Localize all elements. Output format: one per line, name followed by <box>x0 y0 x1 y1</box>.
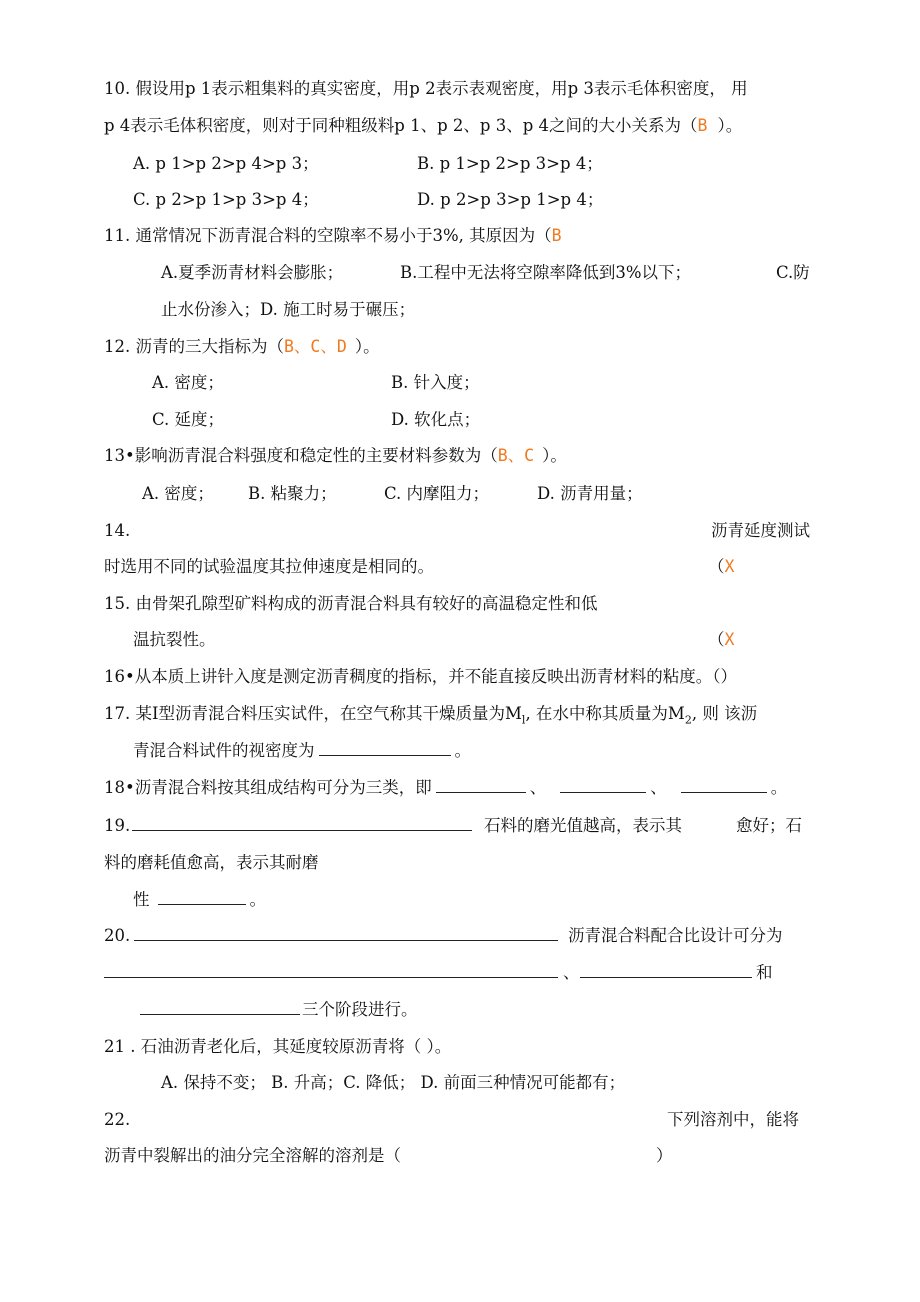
q17-sub2: 2 <box>684 713 692 727</box>
q10-option-b: B. p 1>p 2>p 3>p 4； <box>417 154 603 173</box>
q12-close: ）。 <box>354 337 380 356</box>
q13-option-b: B. 粘聚力； <box>248 484 337 503</box>
q20-blank-2[interactable] <box>104 961 558 978</box>
q13-option-a: A. 密度； <box>142 484 214 503</box>
q15-line2: 温抗裂性。 <box>133 630 216 649</box>
q15-paren: （ <box>708 630 725 649</box>
q10-text: p 4表示毛体积密度，则对于同种粗级料p 1、p 2、p 3、p 4之间的大小关系为（ <box>104 116 698 135</box>
q11-option-a: A.夏季沥青材料会膨胀； <box>161 263 344 282</box>
q19-text2: 愈好；石 <box>736 816 802 835</box>
q14-text-right: 沥青延度测试 <box>711 521 810 540</box>
q17-text-c: , 则 该沥 <box>691 704 758 723</box>
q15-line1: 15. 由骨架孔隙型矿料构成的沥青混合料具有较好的高温稳定性和低 <box>104 594 598 613</box>
q18-blank-1[interactable] <box>436 776 526 793</box>
q11-option-c: C.防 <box>776 263 810 282</box>
q20-blank-4[interactable] <box>140 998 300 1015</box>
q21-options: A. 保持不变； B. 升高；C. 降低； D. 前面三种情况可能都有； <box>161 1073 626 1092</box>
q12-text: 12. 沥青的三大指标为（ <box>104 337 284 356</box>
q17-text-b: , 在水中称其质量为M <box>525 704 685 723</box>
q11-answer: B <box>551 226 562 245</box>
q11-line1 <box>104 225 562 247</box>
q18-sep1: 、 <box>529 778 547 797</box>
q17-blank[interactable] <box>319 739 451 756</box>
q17-text-d: 青混合料试件的视密度为 <box>133 741 315 760</box>
q21-line1: 21 . 石油沥青老化后，其延度较原沥青将（ ）。 <box>104 1037 452 1056</box>
q19-blank-1[interactable] <box>132 814 472 831</box>
q22-text-right: 下列溶剂中，能将 <box>667 1110 799 1129</box>
q19-line3 <box>133 888 266 911</box>
q13-line1 <box>104 445 567 467</box>
q22-line2: 沥青中裂解出的油分完全溶解的溶剂是（ <box>104 1146 401 1165</box>
q14-paren: （ <box>708 557 725 576</box>
q17-text-a: 17. 某I型沥青混合料压实试件，在空气称其干燥质量为M <box>104 704 522 723</box>
q12-option-a: A. 密度； <box>152 373 224 392</box>
q20-sep: 、 <box>563 963 580 982</box>
q12-option-c: C. 延度； <box>152 410 225 429</box>
q19-text3: 性 <box>133 890 150 909</box>
q18-line1 <box>104 776 787 799</box>
q18-text: 18•沥青混合料按其组成结构可分为三类，即 <box>104 778 432 797</box>
q18-sep2: 、 <box>650 778 667 797</box>
q20-line3: 三个阶段进行。 <box>302 1000 418 1019</box>
q19-blank-2[interactable] <box>158 888 246 905</box>
q10-line2 <box>104 115 742 137</box>
q17-line2 <box>133 739 471 762</box>
q20-number: 20. <box>104 926 131 945</box>
q12-option-b: B. 针入度； <box>391 373 480 392</box>
q14-answer: X <box>724 557 735 576</box>
q22-number: 22. <box>104 1110 131 1129</box>
q19-text1: 石料的磨光值越高，表示其 <box>484 816 682 835</box>
q17-sub1: l <box>521 713 526 727</box>
q17-period: 。 <box>454 741 471 760</box>
q11-option-c-cont: 止水份渗入；D. 施工时易于碾压； <box>161 300 416 319</box>
q10-option-a: A. p 1>p 2>p 4>p 3； <box>133 154 319 173</box>
q19-number: 19. <box>104 816 131 835</box>
q20-text1: 沥青混合料配合比设计可分为 <box>568 926 783 945</box>
q20-and: 和 <box>756 963 773 982</box>
q16-line1: 16•从本质上讲针入度是测定沥青稠度的指标，并不能直接反映出沥青材料的粘度。（） <box>104 667 737 686</box>
q11-option-b: B.工程中无法将空隙率降低到3%以下； <box>400 263 692 282</box>
q18-end: 。 <box>770 778 788 797</box>
q13-option-d: D. 沥青用量； <box>537 484 643 503</box>
q19-period: 。 <box>249 890 266 909</box>
q15-answer: X <box>724 630 735 649</box>
q14-line2: 时选用不同的试验温度其拉伸速度是相同的。 <box>104 557 434 576</box>
q20-blank-1[interactable] <box>134 924 558 941</box>
q12-option-d: D. 软化点； <box>391 410 481 429</box>
q14-number: 14. <box>104 521 131 540</box>
q13-text: 13•影响沥青混合料强度和稳定性的主要材料参数为（ <box>104 446 498 465</box>
q10-line1: 10. 假设用p 1表示粗集料的真实密度，用p 2表示表观密度，用p 3表示毛体积密度， 用 <box>104 79 748 98</box>
q18-blank-3[interactable] <box>681 776 767 793</box>
q19-line2: 料的磨耗值愈高，表示其耐磨 <box>104 853 319 872</box>
q10-option-d: D. p 2>p 3>p 1>p 4； <box>417 190 604 209</box>
q11-text: 11. 通常情况下沥青混合料的空隙率不易小于3%, 其原因为（ <box>104 226 552 245</box>
q10-close: ）。 <box>717 116 743 135</box>
q10-option-c: C. p 2>p 1>p 3>p 4； <box>133 190 319 209</box>
q13-close: ）。 <box>542 446 567 465</box>
q15-answer-box <box>708 629 734 651</box>
q14-answer-box <box>708 556 734 578</box>
q10-answer: B <box>697 116 708 135</box>
q17-line1 <box>104 703 757 731</box>
q13-option-c: C. 内摩阻力； <box>384 484 490 503</box>
q13-answer: B、C <box>497 446 535 465</box>
q18-blank-2[interactable] <box>560 776 646 793</box>
q12-answer: B、C、D <box>284 337 347 356</box>
q22-close: ） <box>656 1146 673 1165</box>
q12-line1 <box>104 336 380 358</box>
q20-blank-3[interactable] <box>580 961 752 978</box>
